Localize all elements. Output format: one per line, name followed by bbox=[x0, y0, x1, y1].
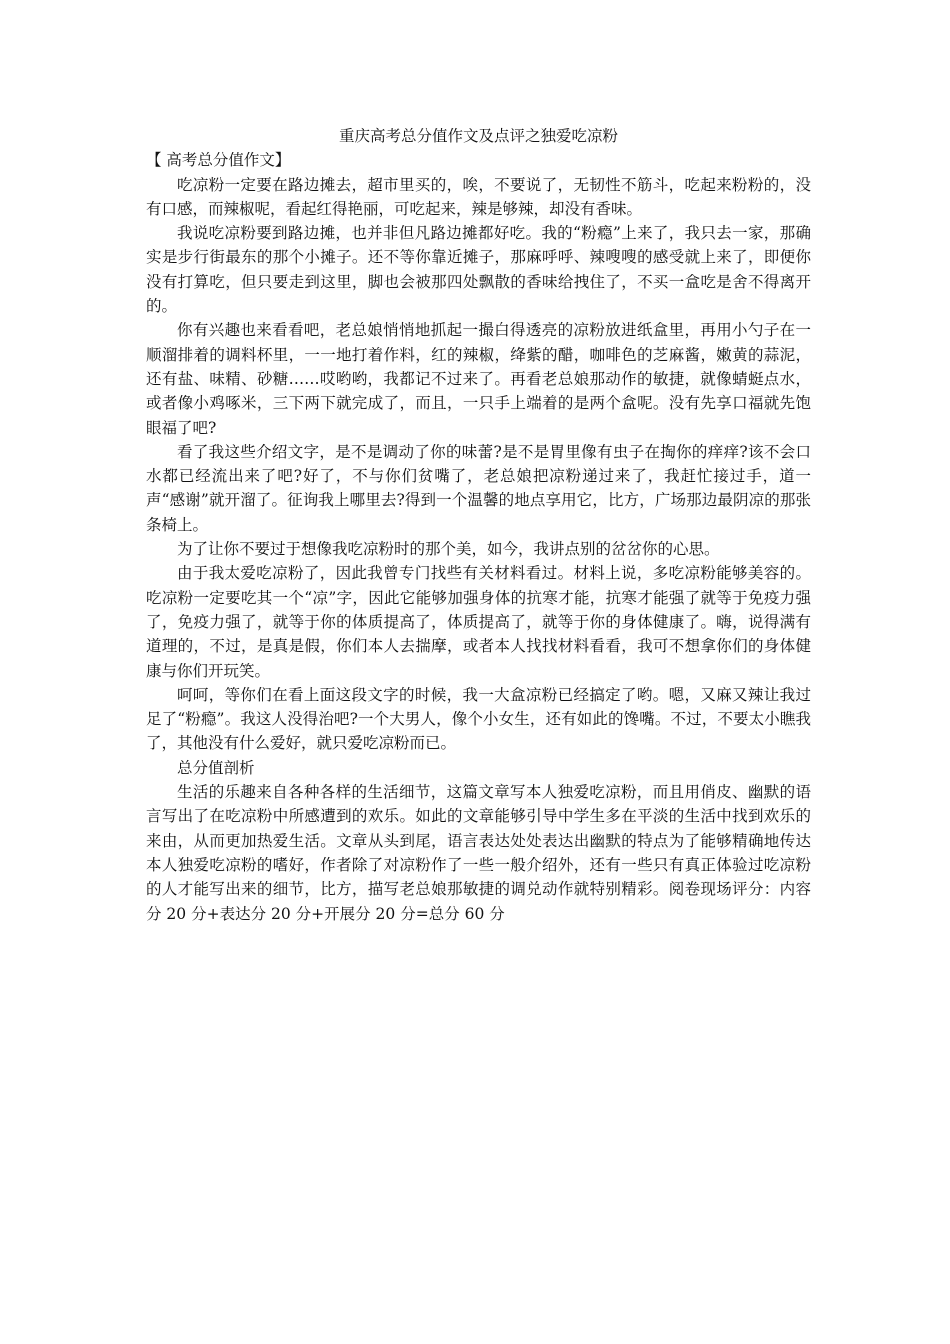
essay-paragraph-1: 吃凉粉一定要在路边摊去，超市里买的，唉，不要说了，无韧性不筋斗，吃起来粉粉的，没有口感，而辣椒呢，看起红得艳丽，可吃起来，辣是够辣，却没有香味。 bbox=[146, 175, 811, 218]
document-title: 重庆高考总分值作文及点评之独爱吃凉粉 bbox=[338, 127, 618, 145]
essay-paragraph-4: 看了我这些介绍文字，是不是调动了你的味蕾?是不是胃里像有虫子在掏你的痒痒?该不会口水都已经流出来了吧?好了，不与你们贫嘴了，老总娘把凉粉递过来了，我赶忙接过手，道一声“感谢”就开溜了。征询我上哪里去?得到一个温馨的地点享用它，比方，广场那边最阴凉的那张条椅上。 bbox=[146, 442, 811, 534]
analysis-heading: 总分值剖析 bbox=[177, 758, 255, 777]
essay-paragraph-5: 为了让你不要过于想像我吃凉粉时的那个美，如今，我讲点别的岔岔你的心思。 bbox=[177, 540, 720, 559]
section-label: 【 高考总分值作文】 bbox=[146, 151, 291, 170]
essay-paragraph-6: 由于我太爱吃凉粉了，因此我曾专门找些有关材料看过。材料上说，多吃凉粉能够美容的。吃凉粉一定要吃其一个“凉”字，因此它能够加强身体的抗寒才能，抗寒才能强了就等于免疫力强了，免疫力强了，就等于你的体质提高了，体质提高了，就等于你的身体健康了。嗨，说得满有道理的，不过，是真是假，你们本人去揣摩，或者本人找找材料看看，我可不想拿你们的身体健康与你们开玩笑。 bbox=[146, 564, 811, 680]
essay-paragraph-2: 我说吃凉粉要到路边摊，也并非但凡路边摊都好吃。我的“粉瘾”上来了，我只去一家，那确实是步行街最东的那个小摊子。还不等你靠近摊子，那麻呼呼、辣嗖嗖的感受就上来了，即便你没有打算吃，但只要走到这里，脚也会被那四处飘散的香味给拽住了，不买一盒吃是舍不得离开的。 bbox=[146, 224, 811, 316]
analysis-paragraph: 生活的乐趣来自各种各样的生活细节，这篇文章写本人独爱吃凉粉，而且用俏皮、幽默的语言写出了在吃凉粉中所感遭到的欢乐。如此的文章能够引导中学生多在平淡的生活中找到欢乐的来由，从而更加热爱生活。文章从头到尾，语言表达处处表达出幽默的特点为了能够精确地传达本人独爱吃凉粉的嗜好，作者除了对凉粉作了一些一般介绍外，还有一些只有真正体验过吃凉粉的人才能写出来的细节，比方，描写老总娘那敏捷的调兑动作就特别精彩。阅卷现场评分：内容分 20 分+表达分 20 分+开展分 20 分=总分 60 分 bbox=[146, 783, 811, 923]
essay-paragraph-7: 呵呵，等你们在看上面这段文字的时候，我一大盒凉粉已经搞定了哟。嗯，又麻又辣让我过足了“粉瘾”。我这人没得治吧?一个大男人，像个小女生，还有如此的馋嘴。不过，不要太小瞧我了，其他没有什么爱好，就只爱吃凉粉而已。 bbox=[146, 685, 811, 753]
document-body bbox=[146, 124, 811, 926]
essay-paragraph-3: 你有兴趣也来看看吧，老总娘悄悄地抓起一撮白得透亮的凉粉放进纸盒里，再用小勺子在一顺溜排着的调料杯里，一一地打着作料，红的辣椒，绛紫的醋，咖啡色的芝麻酱，嫩黄的蒜泥，还有盐、味精、砂糖……哎哟哟，我都记不过来了。再看老总娘那动作的敏捷，就像蜻蜓点水，或者像小鸡啄米，三下两下就完成了，而且，一只手上端着的是两个盒呢。没有先享口福就先饱眼福了吧? bbox=[146, 321, 811, 437]
